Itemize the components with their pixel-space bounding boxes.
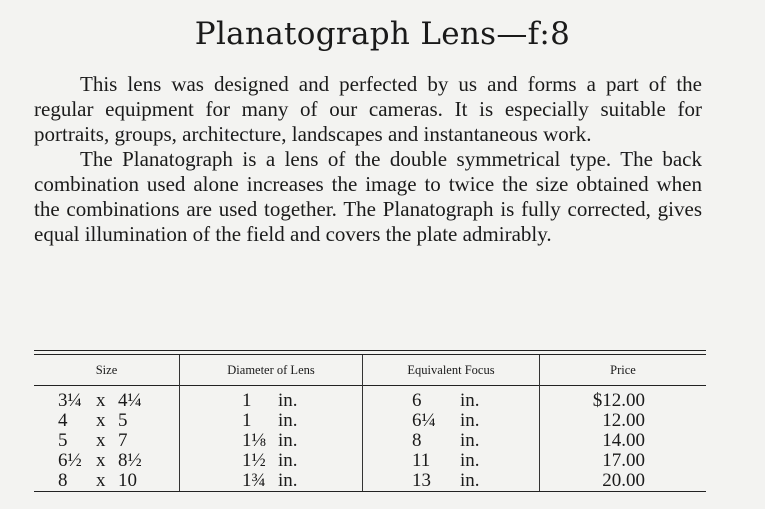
- cell-price: 12.00: [602, 410, 645, 431]
- cell-focus: 6: [412, 390, 422, 411]
- cell-focus: 13: [412, 470, 431, 491]
- paragraph-1: This lens was designed and perfected by us and forms a part of the regular equipment for many of our cameras. It is especially suitable for portraits, groups, architecture, landscapes and instantaneous work.: [34, 72, 702, 146]
- header-size: Size: [95, 363, 118, 377]
- cell-focus: 8: [412, 430, 422, 451]
- cell-size-b: 5: [118, 410, 128, 431]
- table-top-rule-inner: [34, 354, 706, 355]
- cell-size-a: 6½: [58, 450, 82, 471]
- cell-diameter: 1: [242, 410, 252, 431]
- table-bottom-rule: [34, 491, 706, 492]
- cell-size-a: 8: [58, 470, 68, 491]
- cell-size-x: x: [96, 450, 106, 471]
- cell-price: 14.00: [602, 430, 645, 451]
- cell-diameter: 1: [242, 390, 252, 411]
- body-text: [34, 72, 702, 247]
- cell-diameter: 1¾: [242, 470, 266, 491]
- cell-price: 20.00: [602, 470, 645, 491]
- cell-focus-unit: in.: [460, 450, 480, 471]
- cell-size-a: 4: [58, 410, 68, 431]
- cell-focus-unit: in.: [460, 430, 480, 451]
- page-title: Planatograph Lens—f:8: [194, 16, 571, 52]
- cell-price: 17.00: [602, 450, 645, 471]
- cell-diameter: 1½: [242, 450, 266, 471]
- cell-size-x: x: [96, 410, 106, 431]
- paragraph-2: The Planatograph is a lens of the double symmetrical type. The back combination used alone increases the image to twice the size obtained when the combinations are used together. The Planatograph is fully corrected, gives equal illumination of the field and covers the plate admirably.: [34, 147, 702, 246]
- cell-diameter-unit: in.: [278, 410, 298, 431]
- cell-diameter-unit: in.: [278, 450, 298, 471]
- cell-size-x: x: [96, 430, 106, 451]
- cell-focus: 6¼: [412, 410, 436, 431]
- cell-focus: 11: [412, 450, 431, 471]
- cell-size-x: x: [96, 470, 106, 491]
- cell-size-a: 3¼: [58, 390, 82, 411]
- cell-focus-unit: in.: [460, 470, 480, 491]
- cell-size-x: x: [96, 390, 106, 411]
- header-price: Price: [610, 363, 636, 377]
- cell-diameter-unit: in.: [278, 430, 298, 451]
- header-diameter: Diameter of Lens: [227, 363, 315, 377]
- header-focus: Equivalent Focus: [407, 363, 495, 377]
- cell-size-b: 7: [118, 430, 128, 451]
- cell-focus-unit: in.: [460, 390, 480, 411]
- table-top-rule: [34, 350, 706, 351]
- cell-price: $12.00: [592, 390, 645, 411]
- cell-size-b: 4¼: [118, 390, 142, 411]
- cell-size-a: 5: [58, 430, 68, 451]
- cell-size-b: 10: [118, 470, 137, 491]
- cell-diameter: 1⅛: [242, 430, 266, 451]
- cell-diameter-unit: in.: [278, 390, 298, 411]
- cell-size-b: 8½: [118, 450, 142, 471]
- cell-focus-unit: in.: [460, 410, 480, 431]
- cell-diameter-unit: in.: [278, 470, 298, 491]
- table-header-rule: [34, 385, 706, 386]
